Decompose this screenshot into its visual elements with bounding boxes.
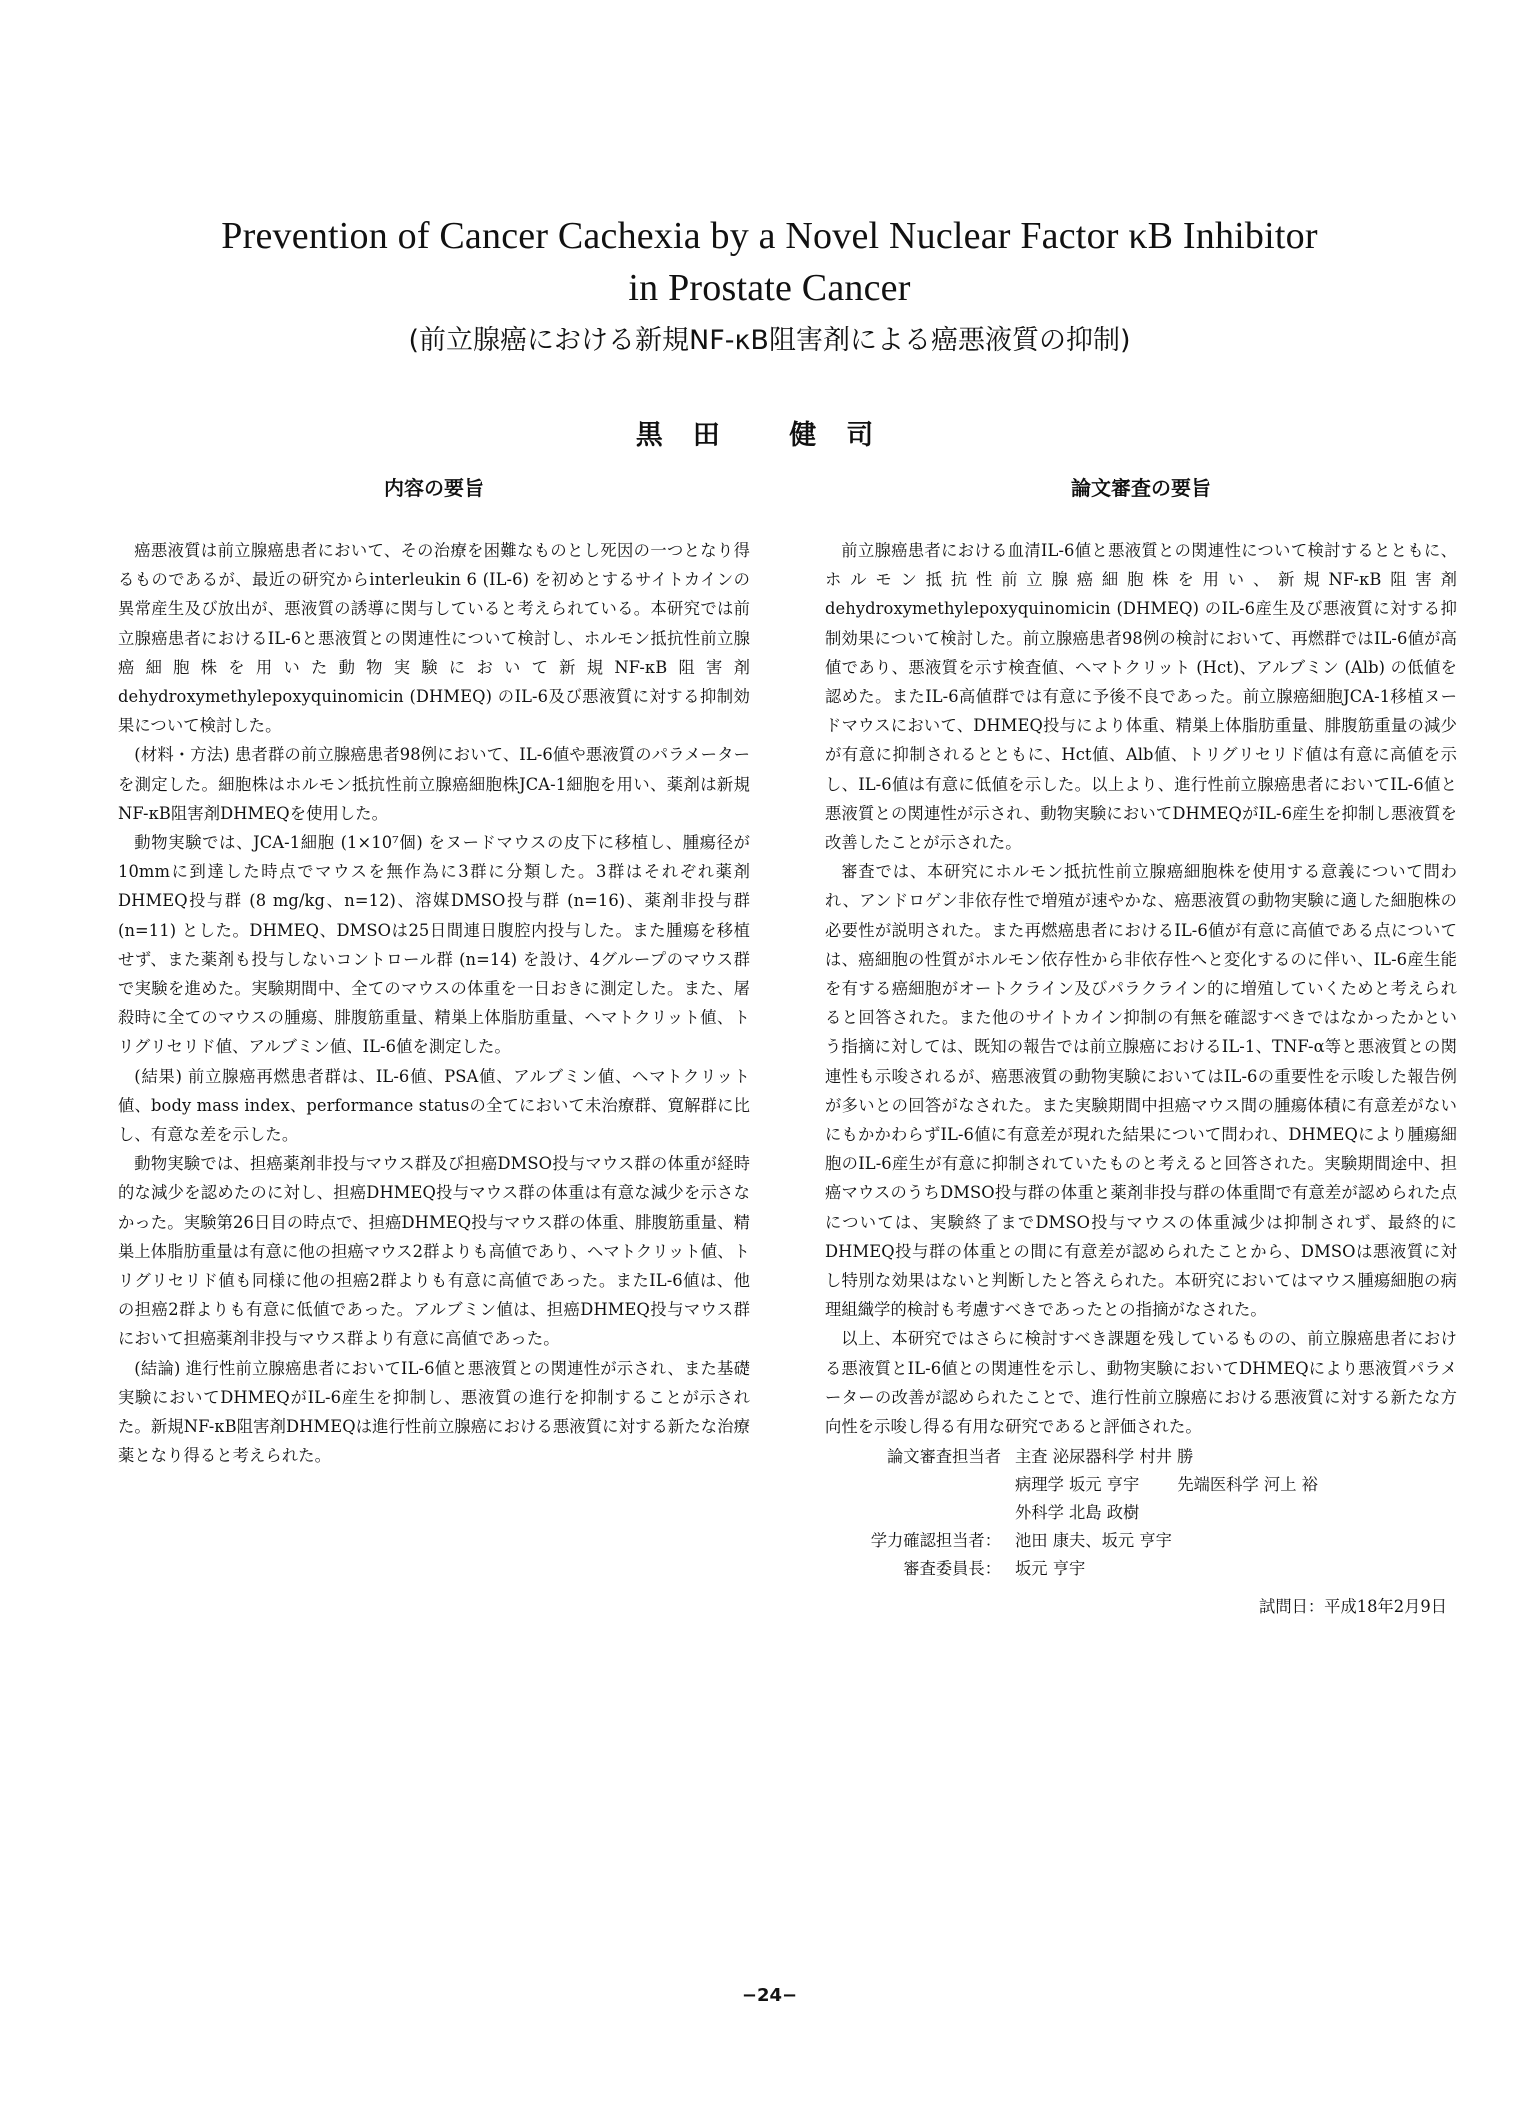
title-line-1: Prevention of Cancer Cachexia by a Novel Nuclear Factor κB Inhibitor [221, 215, 1318, 257]
examiner-name: 先端医科学 河上 裕 [1177, 1475, 1318, 1495]
examiner-list [825, 1443, 1457, 1583]
summary-paragraph: (材料・方法) 患者群の前立腺癌患者98例において、IL-6値や悪液質のパラメーターを測定した。細胞株はホルモン抵抗性前立腺癌細胞株JCA-1細胞を用い、薬剤は新規NF-κB阻害剤DHMEQを使用した。 [118, 745, 750, 823]
examiner-label: 審査委員長： [903, 1559, 1001, 1579]
review-heading: 論文審査の要旨 [1071, 476, 1211, 500]
japanese-title: (前立腺癌における新規NF-κB阻害剤による癌悪液質の抑制) [408, 325, 1131, 356]
examiner-name: 坂元 亨宇 [1015, 1559, 1086, 1579]
summary-heading: 内容の要旨 [384, 476, 484, 500]
title-line-2: in Prostate Cancer [628, 267, 911, 309]
title [0, 210, 1539, 314]
examiner-name: 池田 康夫、坂元 亨宇 [1015, 1531, 1172, 1551]
exam-date: 試問日：平成18年2月9日 [1259, 1597, 1447, 1617]
review-paragraph: 審査では、本研究にホルモン抵抗性前立腺癌細胞株を使用する意義について問われ、アンドロゲン非依存性で増殖が速やかな、癌悪液質の動物実験に適した細胞株の必要性が説明された。また再燃癌患者におけるIL-6値が有意に高値である点については、癌細胞の性質がホルモン依存性から非依存性へと変化するのに伴い、IL-6産生能を有する癌細胞がオートクライン及びパラクライン的に増殖していくためと考えられると回答された。また他のサイトカイン抑制の有無を確認すべきではなかったかという指摘に対しては、既知の報告では前立腺癌におけるIL-1、TNF-α等と悪液質との関連性も示唆されるが、癌悪液質の動物実験においてはIL-6の重要性を示唆した報告例が多いとの回答がなされた。また実験期間中担癌マウス間の腫瘍体積に有意差がないにもかかわらずIL-6値に有意差が現れた結果について問われ、DHMEQにより腫瘍細胞のIL-6産生が有意に抑制されていたものと考えると回答された。実験期間途中、担癌マウスのうちDMSO投与群の体重と薬剤非投与群の体重間で有意差が認められた点については、実験終了までDMSO投与マウスの体重減少は抑制されず、最終的にDHMEQ投与群の体重との間に有意差が認められたことから、DMSOは悪液質に対し特別な効果はないと判断したと答えられた。本研究においてはマウス腫瘍細胞の病理組織学的検討も考慮すべきであったとの指摘がなされた。 [825, 862, 1458, 1320]
examiner-row [825, 1471, 1457, 1499]
examiner-label: 論文審査担当者 [887, 1447, 1001, 1467]
review-column [825, 470, 1457, 1617]
examiner-row [825, 1443, 1457, 1471]
summary-paragraph: (結論) 進行性前立腺癌患者においてIL-6値と悪液質との関連性が示され、また基礎実験においてDHMEQがIL-6産生を抑制し、悪液質の進行を抑制することが示された。新規NF-κB阻害剤DHMEQは進行性前立腺癌における悪液質に対する新たな治療薬となり得ると考えられた。 [118, 1358, 750, 1466]
review-paragraph: 前立腺癌患者における血清IL-6値と悪液質との関連性について検討するとともに、ホルモン抵抗性前立腺癌細胞株を用い、新規NF-κB阻害剤dehydroxymethylepoxyquinomicin (DHMEQ) のIL-6産生及び悪液質に対する抑制効果について検討した。前立腺癌患者98例の検討において、再燃群ではIL-6値が高値であり、悪液質を示す検査値、ヘマトクリット (Hct)、アルブミン (Alb) の低値を認めた。またIL-6高値群では有意に予後不良であった。前立腺癌細胞JCA-1移植ヌードマウスにおいて、DHMEQ投与により体重、精巣上体脂肪重量、腓腹筋重量の減少が有意に抑制されるとともに、Hct値、Alb値、トリグリセリド値は有意に高値を示し、IL-6値は有意に低値を示した。以上より、進行性前立腺癌患者においてIL-6値と悪液質との関連性が示され、動物実験においてDHMEQがIL-6産生を抑制し悪液質を改善したことが示された。 [825, 541, 1457, 853]
summary-paragraph: 動物実験では、担癌薬剤非投与マウス群及び担癌DMSO投与マウス群の体重が経時的な減少を認めたのに対し、担癌DHMEQ投与マウス群の体重は有意な減少を示さなかった。実験第26日目の時点で、担癌DHMEQ投与マウス群の体重、腓腹筋重量、精巣上体脂肪重量は有意に他の担癌マウス2群よりも高値であり、ヘマトクリット値、トリグリセリド値も同様に他の担癌2群よりも有意に高値であった。またIL-6値は、他の担癌2群よりも有意に低値であった。アルブミン値は、担癌DHMEQ投与マウス群において担癌薬剤非投与マウス群より有意に高値であった。 [118, 1154, 750, 1349]
summary-paragraph: (結果) 前立腺癌再燃患者群は、IL-6値、PSA値、アルブミン値、ヘマトクリット値、body mass index、performance statusの全てにおいて未治療群、寛解群に比し、有意な差を示した。 [118, 1066, 750, 1145]
summary-paragraph: 癌悪液質は前立腺癌患者において、その治療を困難なものとし死因の一つとなり得るものであるが、最近の研究からinterleukin 6 (IL-6) を初めとするサイトカインの異常産生及び放出が、悪液質の誘導に関与していると考えられている。本研究では前立腺癌患者におけるIL-6と悪液質との関連性について検討し、ホルモン抵抗性前立腺癌細胞株を用いた動物実験において新規NF-κB阻害剤dehydroxymethylepoxyquinomicin (DHMEQ) のIL-6及び悪液質に対する抑制効果について検討した。 [118, 541, 750, 736]
examiner-name: 病理学 坂元 亨宇 [1015, 1475, 1140, 1495]
examiner-row [825, 1499, 1457, 1527]
author: 黒田 健司 [635, 420, 904, 451]
examiner-row [825, 1555, 1457, 1583]
examiner-row [825, 1527, 1457, 1555]
page-number: −24− [741, 1985, 798, 2006]
review-paragraph: 以上、本研究ではさらに検討すべき課題を残しているものの、前立腺癌患者における悪液質とIL-6値との関連性を示し、動物実験においてDHMEQにより悪液質パラメーターの改善が認められたことで、進行性前立腺癌における悪液質に対する新たな方向性を示唆し得る有用な研究であると評価された。 [825, 1329, 1457, 1437]
examiner-name: 外科学 北島 政樹 [1015, 1503, 1140, 1523]
examiner-name: 主査 泌尿器科学 村井 勝 [1015, 1447, 1194, 1467]
summary-column [118, 470, 750, 1471]
summary-paragraph: 動物実験では、JCA-1細胞 (1×10⁷個) をヌードマウスの皮下に移植し、腫瘍径が10mmに到達した時点でマウスを無作為に3群に分類した。3群はそれぞれ薬剤DHMEQ投与群 (8 mg/kg、n=12)、溶媒DMSO投与群 (n=16)、薬剤非投与群 (n=11) とした。DHMEQ、DMSOは25日間連日腹腔内投与した。また腫瘍を移植せず、また薬剤も投与しないコントロール群 (n=14) を設け、4グループのマウス群で実験を進めた。実験期間中、全てのマウスの体重を一日おきに測定した。また、屠殺時に全てのマウスの腫瘍、腓腹筋重量、精巣上体脂肪重量、ヘマトクリット値、トリグリセリド値、アルブミン値、IL-6値を測定した。 [118, 833, 750, 1057]
examiner-label: 学力確認担当者： [870, 1531, 1001, 1551]
